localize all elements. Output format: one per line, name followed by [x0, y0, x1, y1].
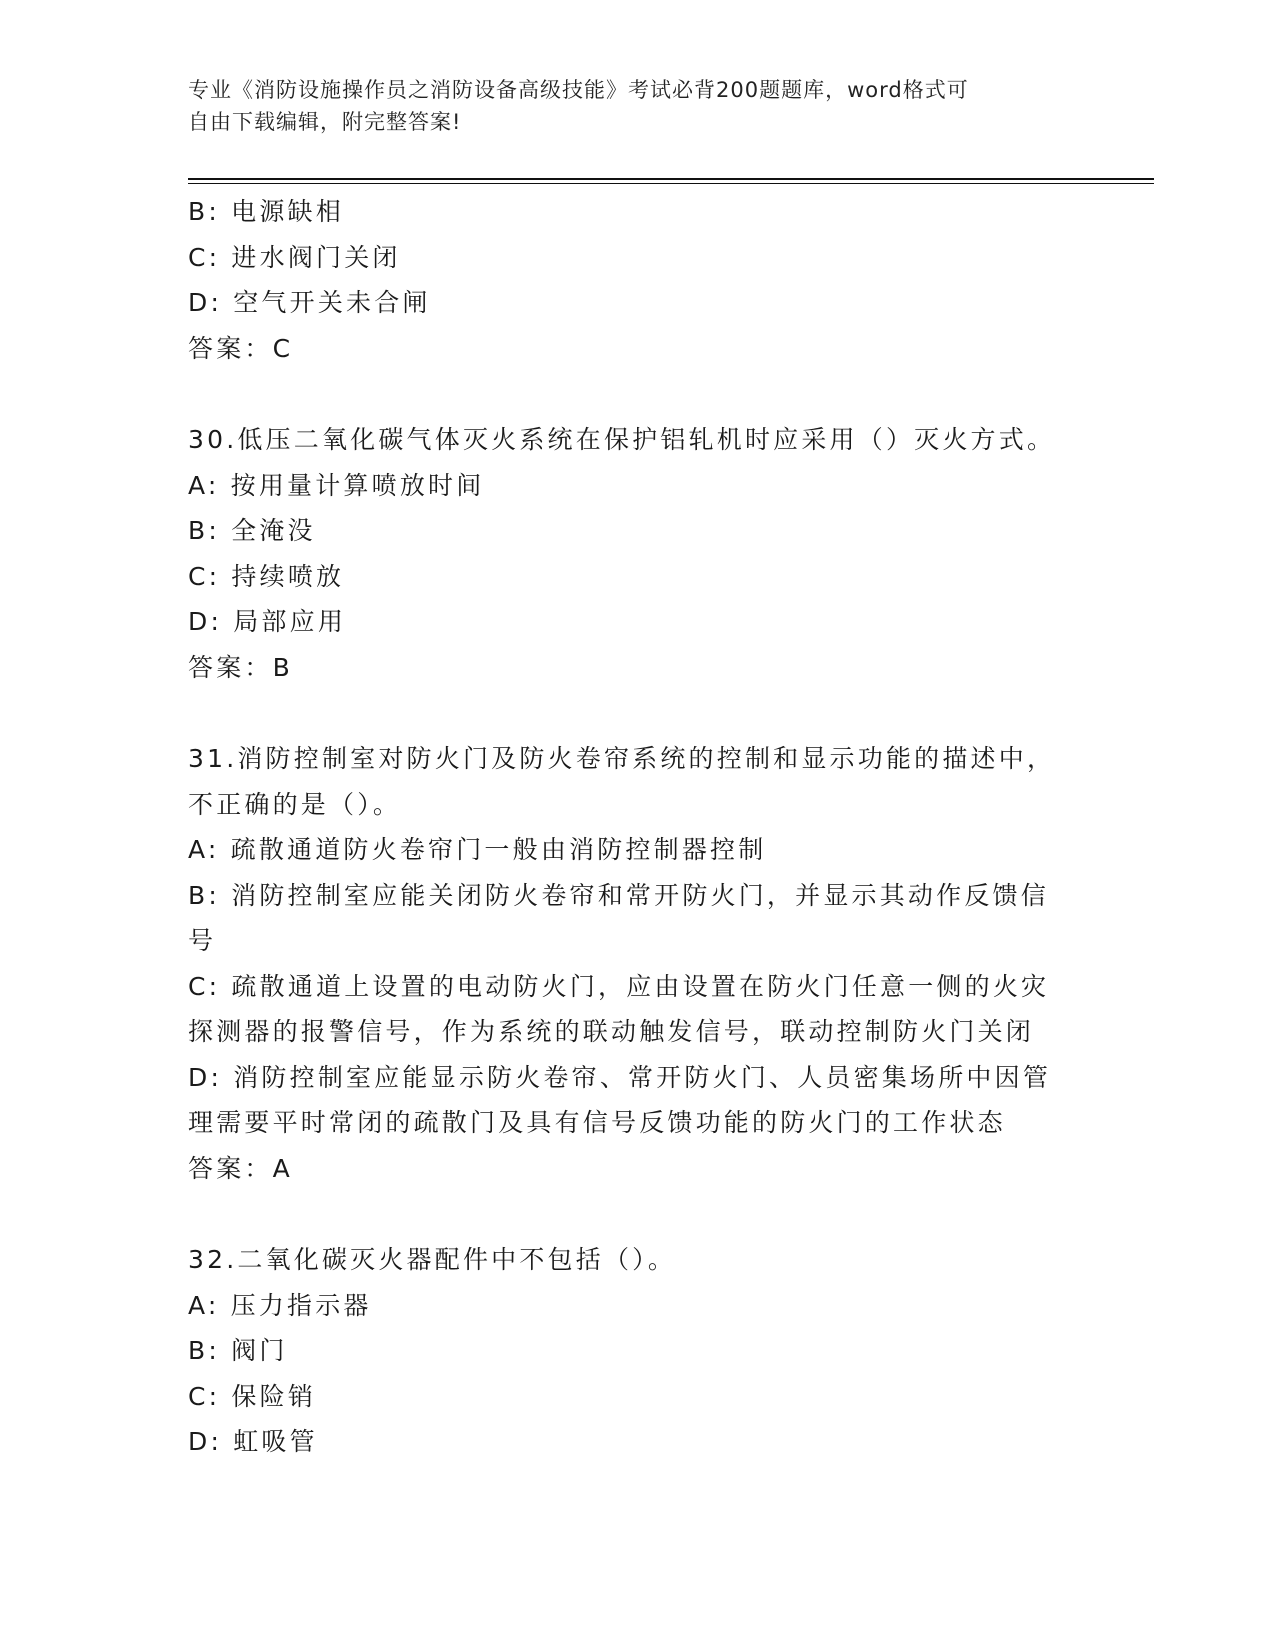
- question-31: [188, 736, 1088, 1191]
- page-header: [188, 74, 1088, 138]
- option-a: A: 疏散通道防火卷帘门一般由消防控制器控制: [188, 835, 767, 864]
- option-b: B: 电源缺相: [188, 197, 344, 226]
- carryover-block: [188, 189, 1088, 371]
- option-c-line-1: C: 疏散通道上设置的电动防火门，应由设置在防火门任意一侧的火灾: [188, 971, 1050, 1001]
- option-d: D: 空气开关未合闸: [188, 288, 431, 317]
- question-stem: 30.低压二氧化碳气体灭火系统在保护铝轧机时应采用（）灭火方式。: [188, 425, 1056, 454]
- option-c: C: 进水阀门关闭: [188, 242, 401, 272]
- question-stem: 32.二氧化碳灭火器配件中不包括（）。: [188, 1245, 677, 1274]
- answer-line: 答案：A: [188, 1153, 293, 1183]
- option-d-line-2: 理需要平时常闭的疏散门及具有信号反馈功能的防火门的工作状态: [188, 1108, 1006, 1137]
- option-b: B: 阀门: [188, 1336, 288, 1365]
- answer-line: 答案：C: [188, 333, 294, 363]
- header-divider-thin: [188, 183, 1154, 184]
- option-c: C: 持续喷放: [188, 561, 345, 591]
- header-title-line-1: 专业《消防设施操作员之消防设备高级技能》考试必背200题题库，word格式可: [188, 78, 969, 102]
- option-b-line-1: B: 消防控制室应能关闭防火卷帘和常开防火门，并显示其动作反馈信: [188, 880, 1049, 910]
- option-a: A: 压力指示器: [188, 1290, 372, 1320]
- option-b-line-2: 号: [188, 926, 217, 955]
- header-title-line-2: 自由下载编辑，附完整答案!: [188, 110, 462, 134]
- answer-line: 答案：B: [188, 652, 293, 682]
- header-divider-thick: [188, 178, 1154, 180]
- question-32: [188, 1237, 1088, 1465]
- option-d: D: 局部应用: [188, 607, 347, 636]
- question-body: [188, 189, 1088, 1465]
- option-b: B: 全淹没: [188, 516, 316, 545]
- option-c: C: 保险销: [188, 1381, 317, 1411]
- question-30: [188, 417, 1088, 690]
- option-c-line-2: 探测器的报警信号，作为系统的联动触发信号，联动控制防火门关闭: [188, 1017, 1035, 1046]
- option-d-line-1: D: 消防控制室应能显示防火卷帘、常开防火门、人员密集场所中因管: [188, 1062, 1052, 1092]
- question-stem-line-1: 31.消防控制室对防火门及防火卷帘系统的控制和显示功能的描述中，: [188, 744, 1056, 773]
- option-a: A: 按用量计算喷放时间: [188, 470, 485, 500]
- question-stem-line-2: 不正确的是（）。: [188, 789, 402, 819]
- option-d: D: 虹吸管: [188, 1427, 318, 1456]
